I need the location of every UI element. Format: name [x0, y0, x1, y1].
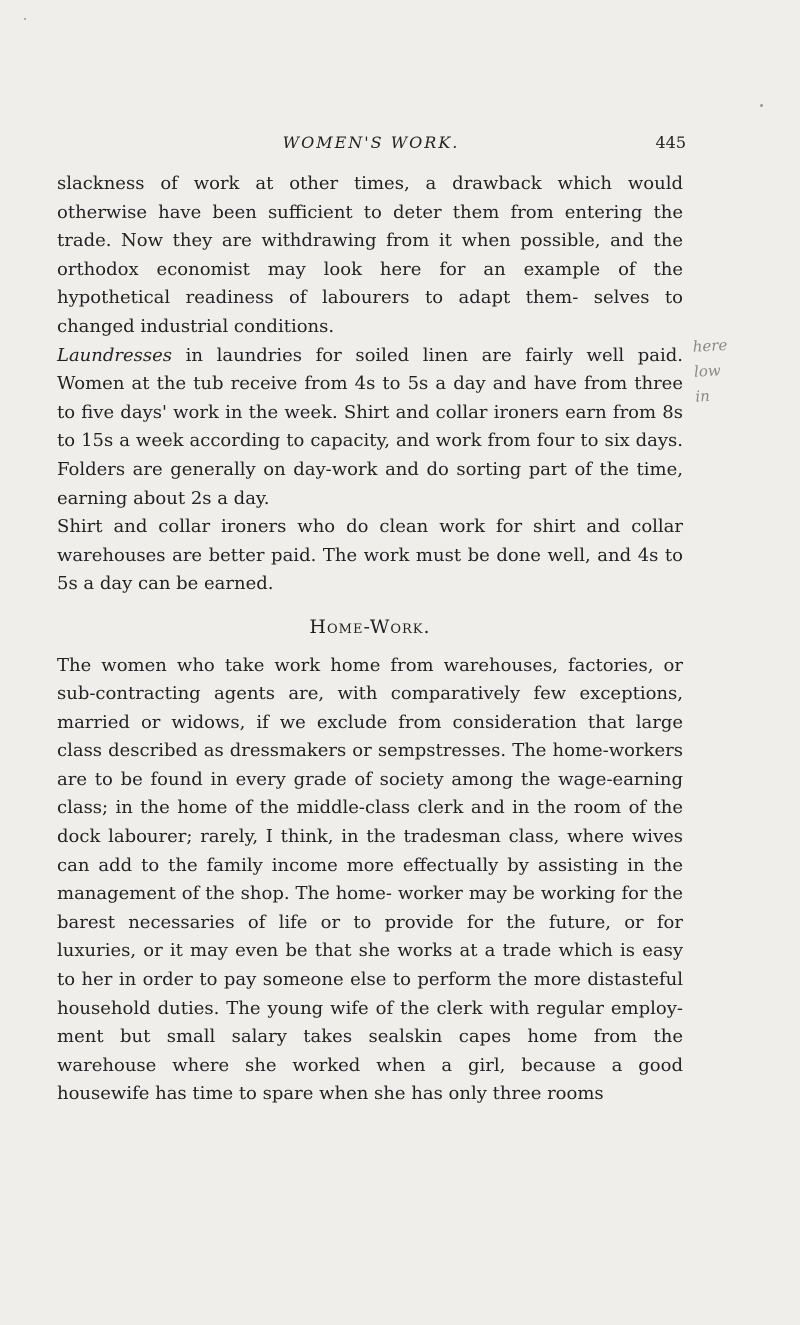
paragraph-laundresses-text: in laundries for soiled linen are fairly well paid. Women at the tub receive from 4s to 5s a day and have from three to five days' work in the week. Shirt and collar ironers earn from 8s to 15s a week according to capacity, and work from four to six days. Folders are generally on day-work and do sorting part of the time, earning about 2s a day. — [57, 344, 683, 509]
margin-note-line: low — [693, 361, 722, 381]
paragraph-lead-term: Laundresses — [57, 344, 173, 366]
paragraph-home-work: The women who take work home from warehouses, factories, or sub-contracting agents are, with comparatively few exceptions, married or widows, if we exclude from consideration that large class described as dressmakers or sempstresses. The home-workers are to be found in every grade of society among the wage-earning class; in the home of the middle-class clerk and in the room of the dock labourer; rarely, I think, in the tradesman class, where wives can add to the family income more effectually by assisting in the management of the shop. The home- worker may be working for the barest necessaries of life or to provide for the future, or for luxuries, or it may even be that she works at a trade which is easy to her in order to pay someone else to perform the more distasteful household duties. The young wife of the clerk with regular employ- ment but small salary takes sealskin capes home from the warehouse where she worked when a girl, because a good housewife has time to spare when she has only three rooms — [57, 654, 683, 1105]
paper-speck — [24, 18, 26, 20]
section-heading: Home-Work. — [309, 615, 431, 638]
body-text — [57, 170, 683, 1109]
margin-note-line: in — [694, 386, 711, 406]
paragraph-laundresses — [57, 342, 683, 514]
paragraph-shirt-ironers: Shirt and collar ironers who do clean work for shirt and collar warehouses are better paid. The work must be done well, and 4s to 5s a day can be earned. — [57, 516, 683, 595]
page-number: 445 — [655, 133, 686, 152]
running-title: WOMEN'S WORK. — [282, 133, 460, 152]
paragraph-continuation: slackness of work at other times, a drawback which would otherwise have been sufficient to deter them from entering the trade. Now they are withdrawing from it when possible, and the orthodox economist may look here for an example of the hypothetical readiness of labourers to adapt them- selves to changed industrial conditions. — [57, 173, 683, 337]
paper-speck — [760, 104, 763, 107]
margin-note-line: here — [692, 335, 728, 356]
running-head — [56, 130, 686, 158]
margin-handwritten-note — [692, 329, 800, 409]
